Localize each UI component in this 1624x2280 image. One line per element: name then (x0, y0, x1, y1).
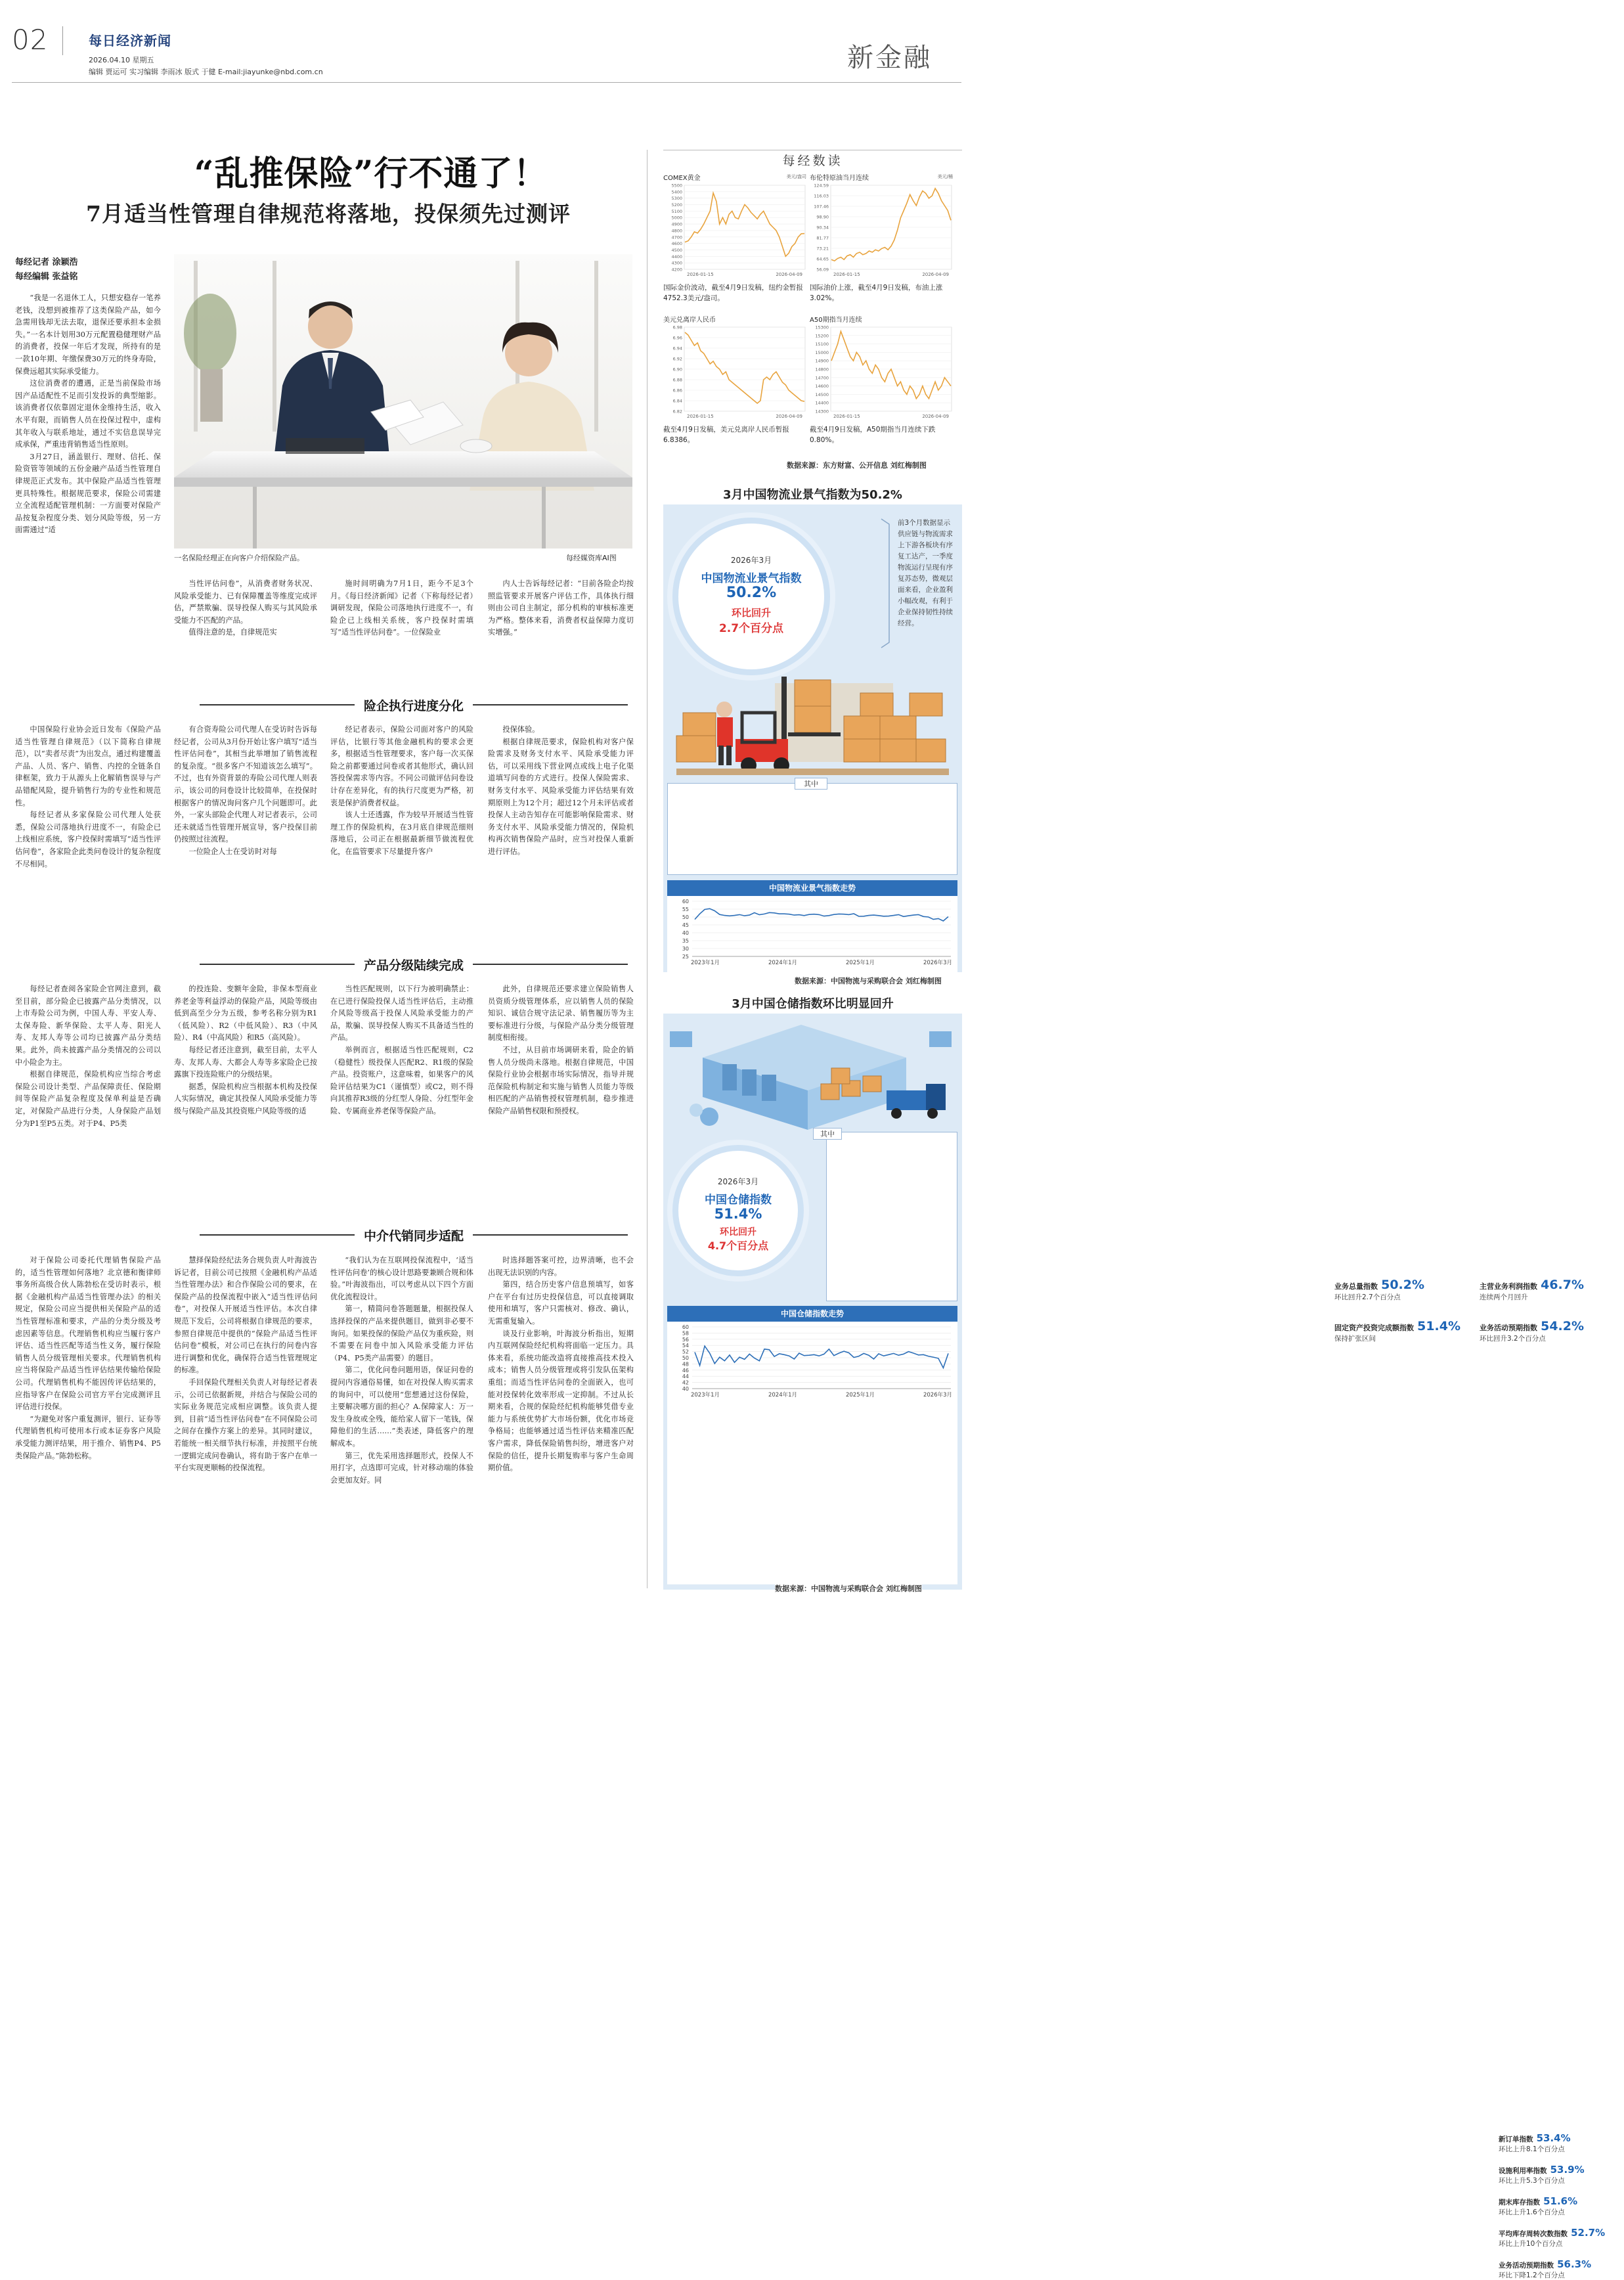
paragraph: 投保体验。 (502, 725, 540, 734)
photo-credit: 每经媒资库AI图 (566, 554, 617, 562)
y-tick-label: 46 (682, 1367, 689, 1374)
logistics-item (1334, 1319, 1479, 1343)
y-tick-label: 6.90 (672, 367, 682, 372)
y-tick-label: 4400 (671, 254, 682, 259)
market-source: 数据来源：东方财富、公开信息 刘红梅制图 (787, 461, 927, 470)
x-tick-label: 2025年1月 (845, 1392, 875, 1398)
item-name: 主营业务利润指数 (1480, 1282, 1537, 1291)
y-tick-label: 81.77 (816, 235, 829, 241)
y-tick-label: 107.46 (814, 204, 829, 210)
x-tick-label: 2026-04-09 (776, 414, 802, 419)
paragraph: 慧择保险经纪法务合规负责人叶海波告诉记者，目前公司已按照《金融机构产品适当性管理办法》和合作保险公司的要求，在保险产品的投保流程中嵌入“适当性评估问卷”，对投保人开展适当性评估。本次自律规范下发后，公司将根据自律规范的要求，参照自律规范中提供的“保险产品适当性评估问卷”模板，对公司已在执行的问卷内容进行调整和优化，确保符合适当性管理规定的标准。 (174, 1256, 317, 1375)
sec1-column-4 (488, 724, 634, 934)
y-tick-label: 4700 (671, 235, 682, 240)
paragraph: 3月27日，涵盖银行、理财、信托、保险资管等领域的五份金融产品适当性管理自律规范正式发布。其中保险产品适当性管理更具特殊性。根据规范要求，保险公司需建立全流程适配管理机制：一方面要对保险产品按复杂程度分类、划分风险等级，另一方面需通过“适 (15, 452, 161, 535)
item-name: 业务总量指数 (1334, 1282, 1378, 1291)
logistics-item (1480, 1319, 1624, 1343)
y-tick-label: 15100 (815, 342, 829, 347)
y-tick-label: 73.21 (816, 246, 829, 252)
paragraph: “我们认为在互联网投保流程中，‘适当性评估问卷’的核心设计思路要兼顾合规和体验。”叶海波指出，可以考虑从以下四个方面优化流程设计。 (330, 1256, 473, 1301)
header-divider (62, 26, 63, 55)
y-tick-label: 5000 (671, 215, 682, 221)
logistics-trend-chart (667, 896, 957, 968)
paragraph: 这位消费者的遭遇，正是当前保险市场因产品适配性不足而引发投诉的典型缩影。该消费者仅依靠固定退休金维持生活，收入水平有限，而销售人员在投保过程中，虚构其年收入与联系地址，通过不实信息误导完成承保，严重违背销售适当性原则。 (15, 379, 161, 449)
y-tick-label: 50 (682, 1355, 689, 1361)
byline-editor: 每经编辑 张益铭 (15, 272, 78, 282)
paragraph: 第四，结合历史客户信息预填写，如客户在平台有过历史投保信息，可以直接调取使用和填写，客户只需核对、修改、确认，无需重复输入。 (488, 1280, 634, 1326)
sec1-column-1 (15, 724, 161, 934)
y-tick-label: 14800 (815, 367, 829, 372)
sec2-column-3 (330, 983, 473, 1207)
mini-chart-caption: 截至4月9日发稿，美元兑离岸人民币暂报6.8386。 (663, 426, 789, 444)
intro-column-4 (488, 578, 634, 677)
storage-circle-change-label: 环比回升 (720, 1227, 757, 1238)
y-tick-label: 5300 (671, 196, 682, 202)
y-tick-label: 4200 (671, 267, 682, 273)
y-tick-label: 58 (682, 1330, 689, 1337)
x-tick-label: 2026-01-15 (687, 414, 714, 419)
y-tick-label: 14400 (815, 400, 829, 406)
y-tick-label: 50 (682, 914, 689, 920)
paragraph: 第一，精简问卷答题题量，根据投保人选择投保的产品来提供题目，做到非必要不询问。如果投保的保险产品仅为重疾险，则不需要在问卷中加入风险承受能力评估（P4、P5类产品需要）的题目。 (330, 1305, 473, 1362)
y-tick-label: 42 (682, 1379, 689, 1386)
paragraph: 谈及行业影响，叶海波分析指出，短期内互联网保险经纪机构将面临一定压力。具体来看，系统功能改造将直接推高技术投入成本；销售人员分级管理或将引发队伍架构重组；而适当性评估问卷的全面嵌入，也可能对投保转化效率形成一定抑制。不过从长期来看，合规的保险经纪机构能够凭借专业能力与系统优势扩大市场份额，优化市场竞争格局；也能够通过适当性评估来精准匹配客户需求，降低保险销售纠纷，增进客户对保险的信任，提升长期复购率与客户生命周期价值。 (488, 1329, 634, 1473)
intro-column-3 (330, 578, 473, 677)
y-tick-label: 6.84 (672, 398, 682, 404)
y-tick-label: 4800 (671, 228, 682, 234)
paragraph: “我是一名退休工人，只想安稳存一笔养老钱，没想到被推荐了这类保险产品，如今急需用钱却无法去取，退保还要承担本金损失。”一名本计划用30万元配置稳健理财产品的消费者，投保一年后才发现，所持有的是一款10年期、年缴保费30万元的终身寿险，保费远超其实际承受能力。 (15, 294, 161, 376)
mini-chart-title: 美元兑离岸人民币 (663, 317, 716, 324)
section-heading-3 (190, 1225, 637, 1245)
mini-chart-title: 布伦特原油当月连续 (810, 175, 869, 182)
y-tick-label: 48 (682, 1361, 689, 1368)
section-title-2: 产品分级陆续完成 (364, 958, 464, 973)
item-name: 固定资产投资完成额指数 (1334, 1324, 1414, 1332)
y-tick-label: 116.03 (814, 193, 829, 199)
paragraph: 不过，从目前市场调研来看，险企的销售人员分级尚未落地。根据自律规范，中国保险行业协会根据市场实际情况，指导并规范保险机构制定和实施与销售人员能力等级相匹配的产品销售授权管理机制，稳步推进保险产品销售权限和预授权。 (488, 1045, 634, 1115)
subheadline: 7月适当性管理自律规范将落地，投保须先过测评 (86, 201, 571, 227)
y-tick-label: 6.82 (672, 409, 682, 414)
y-tick-label: 60 (682, 899, 689, 905)
paragraph: 当性评估问卷”，从消费者财务状况、风险承受能力、已有保障覆盖等维度完成评估，严禁欺骗、误导投保人购买与其风险承受能力不匹配的产品。 (174, 579, 317, 625)
storage-circle-change-value: 4.7个百分点 (707, 1240, 769, 1252)
mini-chart-plot (663, 181, 808, 280)
mini-chart-plot (810, 323, 954, 422)
x-tick-label: 2025年1月 (845, 960, 875, 966)
paragraph: 根据自律规范要求，保险机构对客户保险需求及财务支付水平、风险承受能力评估，可以采用线下营业网点或线上电子化渠道填写问卷的方式进行。投保人保险需求、财务支付水平、风险承受能力评估结果有效期原则上为12个月；超过12个月未评估或者投保人主动告知存在可能影响保险需求、财务支付水平、风险承受能力情况的，保险机构再次销售保险产品时，应当对投保人重新进行评估。 (488, 737, 634, 856)
logistics-circle-change-value: 2.7个百分点 (718, 622, 784, 635)
paragraph: 对于保险公司委托代理销售保险产品的，适当性管理如何落地？北京德和衡律师事务所高级合伙人陈勃松在受访时表示，根据《金融机构产品适当性管理办法》的相关规定，保险公司应当提供相关保险产品的适当性管理标准和要求，产品的分类分级及考虑因素等信息。代理销售机构应当履行客户评估、适当性匹配等适当性义务，履行保险销售人员分级管理相关要求。代理销售机构应当将保险产品适当性评估结果传输给保险公司。代理销售机构不能因传评估结果的，应指导客户在保险公司官方平台完成测评且评估进行投保。 (15, 1256, 161, 1412)
paragraph: 根据自律规范，保险机构应当综合考虑保险公司设计类型、产品保障责任、保险期间等保险产品复杂程度及保单利益是否确定，对保险产品进行分类，人身保险产品划分为P1至P5五类。对于P4、P5类 (15, 1070, 161, 1128)
y-tick-label: 14300 (815, 409, 829, 414)
y-tick-label: 54 (682, 1343, 689, 1349)
paragraph: 中国保险行业协会近日发布《保险产品适当性管理自律规范》（以下简称自律规范），以“卖者尽责”为出发点，通过构建覆盖产品、人员、客户、销售、内控的全链条自律框架，致力于从源头上化解销售误导与产品错配风险，提升销售行为的专业性和规范性。 (15, 725, 161, 807)
y-tick-label: 14700 (815, 375, 829, 381)
y-tick-label: 98.90 (816, 214, 829, 220)
mini-chart (663, 314, 808, 452)
mini-chart-plot (663, 323, 808, 422)
y-tick-label: 40 (682, 1386, 689, 1392)
paragraph: 每经记者从多家保险公司代理人处获悉，保险公司落地执行进度不一，有险企已上线相应系统，客户投保时需填写“适当性评估问卷”，各家险企此类问卷设计的复杂程度不尽相同。 (15, 811, 161, 868)
item-desc: 环比上升5.3个百分点 (1499, 2177, 1565, 2185)
paragraph: 当性匹配规则，以下行为被明确禁止：在已进行保险投保人适当性评估后，主动推介风险等级高于投保人风险承受能力的产品，欺骗、误导投保人购买不具备适当性的产品。 (330, 985, 473, 1042)
item-desc: 保持扩张区间 (1334, 1335, 1376, 1343)
paragraph: 值得注意的是，自律规范实 (188, 628, 277, 637)
storage-source: 数据来源：中国物流与采购联合会 刘红梅制图 (775, 1584, 922, 1593)
item-name: 平均库存周转次数指数 (1499, 2230, 1568, 2238)
item-desc: 环比上升8.1个百分点 (1499, 2145, 1565, 2153)
y-tick-label: 14900 (815, 358, 829, 364)
paragraph: 手回保险代理相关负责人对每经记者表示，公司已依据新规，并结合与保险公司的实际业务规范完成相应调整。该负责人提到，目前“适当性评估问卷”在不同保险公司之间存在操作方案上的差异。其同时建议，若能统一相关细节执行标准，并按照平台统一逻辑完成问卷确认，将有助于客户在单一平台实现更顺畅的投保流程。 (174, 1377, 317, 1473)
logistics-title: 3月中国物流业景气指数为50.2% (663, 486, 962, 504)
x-tick-label: 2026年3月 (923, 1392, 953, 1398)
storage-circle-name: 中国仓储指数 (705, 1194, 772, 1207)
logistics-items-box (667, 783, 957, 875)
logistics-item (1334, 1278, 1479, 1302)
y-tick-label: 6.88 (672, 377, 682, 383)
storage-item (1499, 2163, 1623, 2185)
editor-line: 编辑 贾运可 实习编辑 李雨冰 版式 于健 E-mail:jiayunke@nbd.com.cn (89, 68, 323, 76)
storage-qizhong: 其中 (813, 1128, 842, 1140)
x-tick-label: 2026-04-09 (922, 414, 949, 419)
item-value: 56.3% (1557, 2258, 1592, 2270)
item-name: 设施利用率指数 (1499, 2167, 1547, 2175)
y-tick-label: 6.96 (672, 335, 682, 341)
sec1-column-3 (330, 724, 473, 934)
sec2-column-4 (488, 983, 634, 1207)
item-value: 51.4% (1417, 1319, 1461, 1333)
storage-circle-month: 2026年3月 (717, 1177, 759, 1186)
mini-chart-unit: 美元/桶 (937, 174, 953, 179)
paragraph: 的投连险、变额年金险，非保本型商业养老金等利益浮动的保险产品，风险等级由低到高至少分为五级，参考名称分别为R1（低风险）、R2（中低风险）、R3（中风险）、R4（中高风险）和R5（高风险）。 (174, 985, 317, 1042)
logistics-item (1480, 1278, 1624, 1302)
x-tick-label: 2026-04-09 (776, 272, 802, 277)
item-name: 业务活动预期指数 (1499, 2262, 1554, 2269)
item-desc: 环比下降1.2个百分点 (1499, 2271, 1565, 2279)
paragraph: 时选择题答案可控，边界清晰，也不会出现无法识别的内容。 (488, 1256, 634, 1277)
paragraph: 每经记者查阅各家险企官网注意到，截至目前，部分险企已披露产品分类情况，以上市寿险公司为例，中国人寿、平安人寿、太保寿险、新华保险、太平人寿、阳光人寿、友邦人寿等公司均已披露产品分类结果。此外，尚未披露产品分类情况的公司以中小险企为主。 (15, 985, 161, 1067)
sec3-column-4 (488, 1255, 634, 1590)
paragraph: 第二，优化问卷问题用语，保证问卷的提问内容通俗易懂，如在对投保人购买需求的询问中，可以使用“您想通过这份保险，主要解决哪方面的担心？A.保障家人：万一发生身故或全残，能给家人留下一笔钱，保障他们的生活……”类表述，降低客户的理解成本。 (330, 1366, 473, 1448)
paragraph: 举例而言，根据适当性匹配规则，C2（稳健性）级投保人匹配R2、R1级的保险产品。投资账户，这意味着，如果客户的风险评估结果为C1（谨慎型）或C2，则不得向其推荐R3级的分红型人身险、分红型年金险、专属商业养老保等保险产品。 (330, 1045, 473, 1115)
sec3-column-3 (330, 1255, 473, 1590)
mini-chart (810, 314, 954, 452)
y-tick-label: 6.86 (672, 388, 682, 393)
y-tick-label: 4500 (671, 247, 682, 253)
headline: “乱推保险”行不通了！ (194, 154, 548, 194)
y-tick-label: 56 (682, 1336, 689, 1343)
item-desc: 环比回升3.2个百分点 (1480, 1335, 1546, 1343)
section-title-3: 中介代销同步适配 (364, 1228, 464, 1243)
intro-column-1 (15, 292, 161, 673)
item-value: 54.2% (1541, 1319, 1585, 1333)
x-tick-label: 2026-01-15 (687, 272, 714, 277)
item-value: 50.2% (1381, 1278, 1425, 1292)
mini-chart-caption: 国际金价波动，截至4月9日发稿，纽约金暂报4752.3美元/盎司。 (663, 284, 803, 302)
storage-item (1499, 2132, 1623, 2154)
y-tick-label: 6.94 (672, 346, 682, 351)
sec3-column-2 (174, 1255, 317, 1590)
y-tick-label: 6.92 (672, 356, 682, 362)
storage-item (1499, 2195, 1623, 2217)
logistics-source: 数据来源：中国物流与采购联合会 刘红梅制图 (795, 977, 942, 985)
logistics-note: 前3个月数据显示供应链与物流需求上下游各板块有序复工达产，一季度物流运行呈现有序复苏态势，微观层面来看，企业盈利小幅改观，有利于企业保持韧性持续经营。 (898, 519, 953, 627)
sec2-column-1 (15, 983, 161, 1207)
y-tick-label: 5100 (671, 208, 682, 214)
paragraph: 该人士还透露，作为较早开展适当性管理工作的保险机构，在3月底自律规范细则落地后，公司正在根据最新细节做流程优化，在监管要求下尽量提升客户 (330, 811, 473, 856)
item-desc: 连续两个月回升 (1480, 1293, 1528, 1301)
y-tick-label: 64.65 (816, 256, 829, 262)
storage-item (1499, 2226, 1623, 2248)
item-desc: 环比上升10个百分点 (1499, 2240, 1563, 2248)
x-tick-label: 2023年1月 (690, 1392, 720, 1398)
paragraph: 此外，自律规范还要求建立保险销售人员资质分级管理体系，应以销售人员的保险知识、诚信合规守法记录、销售履历等为主要标准进行分级，与保险产品分类分级管理制度相衔接。 (488, 985, 634, 1042)
sec3-column-1 (15, 1255, 161, 1590)
paragraph: 内人士告诉每经记者：“目前各险企均按照监管要求开展客户评估工作，具体执行细则由公司自主制定，部分机构的审核标准更为严格。整体来看，消费者权益保障力度切实增强。” (488, 579, 634, 637)
item-desc: 环比回升2.7个百分点 (1334, 1293, 1401, 1301)
item-value: 53.4% (1536, 2132, 1571, 2144)
y-tick-label: 40 (682, 930, 689, 936)
y-tick-label: 4600 (671, 241, 682, 247)
y-tick-label: 5500 (671, 183, 682, 189)
storage-trend-chart (667, 1322, 957, 1400)
y-tick-label: 30 (682, 946, 689, 952)
logistics-circle-month: 2026年3月 (730, 556, 772, 565)
mini-chart-caption: 国际油价上涨，截至4月9日发稿，布油上涨3.02%。 (810, 284, 943, 302)
mini-chart-title: A50期指当月连续 (810, 317, 862, 324)
item-value: 53.9% (1550, 2164, 1585, 2176)
issue-date: 2026.04.10 星期五 (89, 56, 154, 64)
article-photo (174, 254, 632, 548)
y-tick-label: 14500 (815, 391, 829, 397)
item-name: 业务活动预期指数 (1480, 1324, 1537, 1332)
storage-item (1499, 2258, 1623, 2280)
paper-name: 每日经济新闻 (89, 33, 171, 49)
section-title-1: 险企执行进度分化 (364, 698, 464, 713)
item-name: 期末库存指数 (1499, 2199, 1540, 2206)
y-tick-label: 5200 (671, 202, 682, 208)
series-line (695, 908, 948, 921)
photo-caption: 一名保险经理正在向客户介绍保险产品。 (174, 554, 304, 562)
y-tick-label: 124.59 (814, 183, 829, 189)
y-tick-label: 4300 (671, 260, 682, 266)
paragraph: 每经记者还注意到，截至目前，太平人寿、友邦人寿、大都会人寿等多家险企已按露旗下投连险账户的分级结果。 (174, 1045, 317, 1079)
paragraph: 第三，优先采用选择题形式，投保人不用打字，点选即可完成，针对移动端的体验会更加友好。同 (330, 1451, 473, 1485)
item-value: 46.7% (1541, 1278, 1585, 1292)
sec1-column-2 (174, 724, 317, 934)
storage-title: 3月中国仓储指数环比明显回升 (663, 995, 962, 1014)
y-tick-label: 44 (682, 1374, 689, 1380)
logistics-trend-title: 中国物流业景气指数走势 (667, 880, 957, 896)
item-name: 新订单指数 (1499, 2135, 1533, 2143)
x-tick-label: 2024年1月 (768, 960, 798, 966)
x-tick-label: 2026-04-09 (922, 272, 949, 277)
mini-chart-unit: 美元/盎司 (786, 174, 806, 179)
y-tick-label: 55 (682, 906, 689, 912)
mini-chart (810, 172, 954, 310)
y-tick-label: 15200 (815, 333, 829, 339)
logistics-qizhong: 其中 (795, 778, 827, 790)
x-tick-label: 2026-01-15 (833, 272, 860, 277)
paragraph: “为避免对客户重复测评，银行、证券等代理销售机构可使用本行或本证券客户风险承受能力测评结果，用于推介、销售P4、P5类保险产品。”陈勃松称。 (15, 1414, 161, 1460)
storage-trend-title: 中国仓储指数走势 (667, 1306, 957, 1322)
sidebar-title: 每经数读 (782, 154, 843, 168)
warehouse-illustration (676, 677, 949, 775)
y-tick-label: 56.09 (816, 267, 829, 273)
paragraph: 一位险企人士在受访时对每 (188, 847, 277, 856)
storage-illustration (670, 1018, 955, 1136)
storage-items-box (826, 1132, 957, 1301)
paragraph: 施时间明确为7月1日，距今不足3个月。《每日经济新闻》记者（下称每经记者）调研发现，保险公司落地执行进度不一，有险企已上线相关系统，客户投保时需填写“适当性评估问卷”。一位保险业 (330, 579, 473, 637)
mini-chart-plot (810, 181, 954, 280)
byline-reporter: 每经记者 涂颖浩 (15, 257, 78, 267)
y-tick-label: 6.98 (672, 324, 682, 330)
mini-chart-caption: 截至4月9日发稿，A50期指当月连续下跌0.80%。 (810, 426, 936, 444)
storage-circle-value: 51.4% (714, 1206, 762, 1222)
section-name: 新金融 (847, 43, 932, 73)
y-tick-label: 15300 (815, 324, 829, 330)
mini-chart (663, 172, 808, 310)
y-tick-label: 90.34 (816, 225, 829, 231)
paragraph: 经记者表示，保险公司面对客户的风险评估，比银行等其他金融机构的要求会更多，根据适当性管理要求，客户每一次买保险之前都要通过问卷或者其他形式，确认回答投保需求等内容。不同公司做评估问卷设计存在差异化，有的执行尺度更为严格，初衷是保护消费者权益。 (330, 725, 473, 807)
y-tick-label: 5400 (671, 189, 682, 195)
item-desc: 环比上升1.6个百分点 (1499, 2208, 1565, 2216)
y-tick-label: 52 (682, 1349, 689, 1355)
y-tick-label: 15000 (815, 349, 829, 355)
x-tick-label: 2026年3月 (923, 960, 953, 966)
header-rule (12, 82, 961, 83)
y-tick-label: 45 (682, 922, 689, 928)
page-number: 02 (12, 24, 49, 56)
paragraph: 据悉，保险机构应当根据本机构及投保人实际情况，确定其投保人风险承受能力等级与保险产品及其投资账户风险等级的适 (174, 1082, 317, 1115)
logistics-note-bracket (880, 518, 896, 649)
y-tick-label: 60 (682, 1324, 689, 1330)
x-tick-label: 2026-01-15 (833, 414, 860, 419)
y-tick-label: 35 (682, 938, 689, 944)
item-value: 52.7% (1571, 2227, 1606, 2239)
logistics-circle-value: 50.2% (726, 585, 777, 601)
sec2-column-2 (174, 983, 317, 1207)
y-tick-label: 25 (682, 954, 689, 960)
series-line (695, 1346, 948, 1368)
logistics-circle-name: 中国物流业景气指数 (701, 572, 802, 585)
section-heading-2 (190, 954, 637, 974)
mini-chart-title: COMEX黄金 (663, 175, 701, 182)
item-value: 51.6% (1543, 2195, 1578, 2207)
logistics-circle-change-label: 环比回升 (731, 607, 771, 619)
x-tick-label: 2023年1月 (690, 960, 720, 966)
x-tick-label: 2024年1月 (768, 1392, 798, 1398)
intro-column-2 (174, 578, 317, 677)
paragraph: 有合资寿险公司代理人在受访时告诉每经记者，公司从3月份开始让客户填写“适当性评估问卷”，其相当此举增加了销售流程的复杂度。“很多客户不知道该怎么填写”。不过，也有外资背景的寿险公司代理人则表示，该公司的问卷设计比较简单，在投保时根据客户的情况询问客户几个问题即可。此外，一家头部险企代理人对记者表示，公司还未就适当性管理开展宣导，客户投保目前仍按照过往流程。 (174, 725, 317, 844)
y-tick-label: 14600 (815, 384, 829, 390)
section-heading-1 (190, 695, 637, 715)
y-tick-label: 4900 (671, 221, 682, 227)
